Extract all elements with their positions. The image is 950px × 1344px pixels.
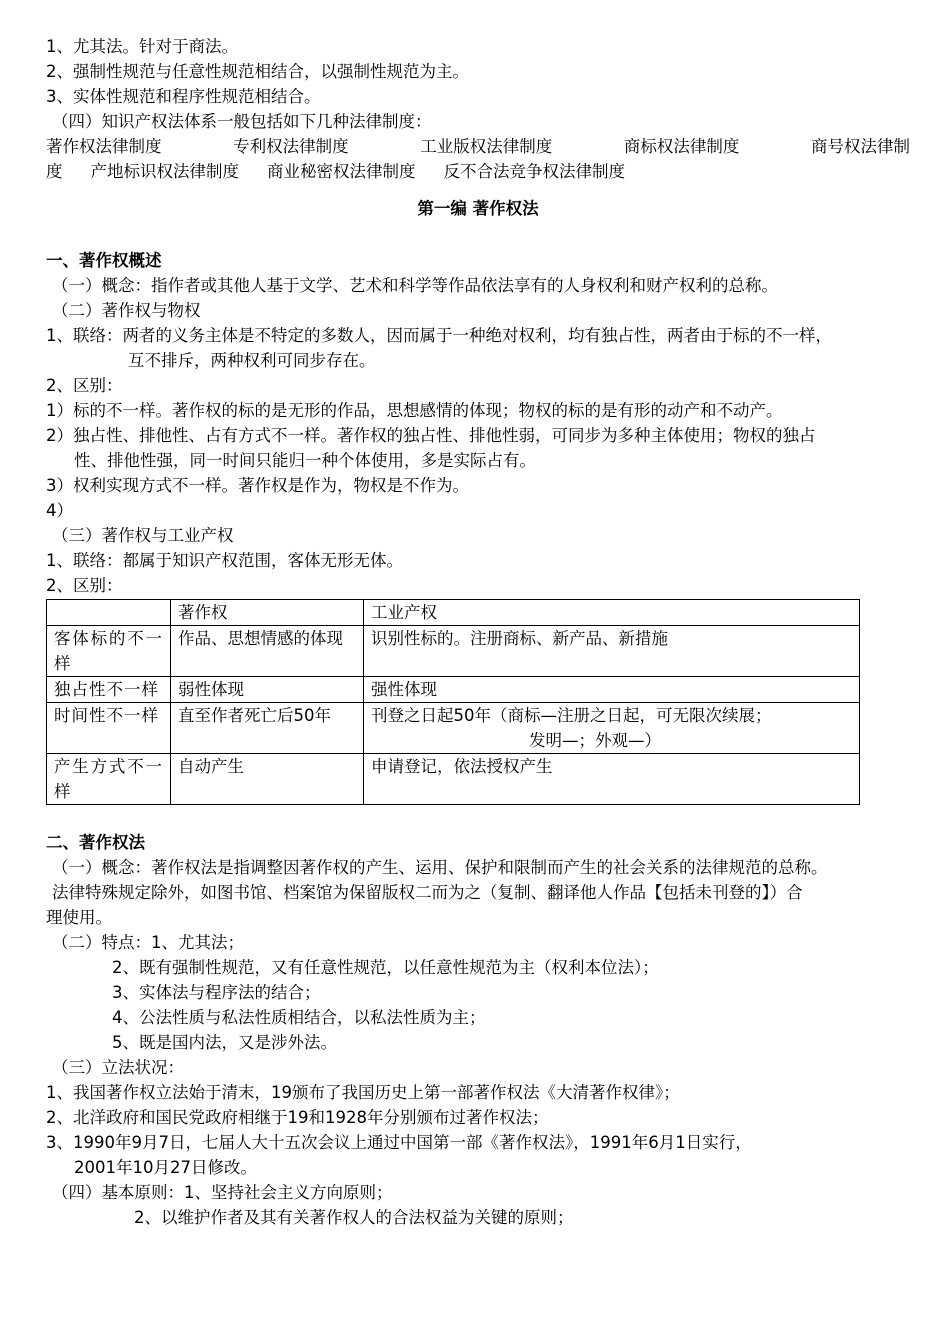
- table-row: [47, 754, 860, 805]
- ch2-heading: 二、著作权法: [46, 833, 145, 852]
- table-cell-multiline: [364, 703, 860, 754]
- table-cell: 强性体现: [364, 677, 860, 703]
- ch1-diff-1: 1）标的不一样。著作权的标的是无形的作品，思想感情的体现；物权的标的是有形的动产和不动产。: [46, 401, 783, 420]
- ch1-diff-2-line2: 性、排他性强，同一时间只能归一种个体使用，多是实际占有。: [74, 451, 536, 470]
- table-header-cell: 工业产权: [364, 600, 860, 626]
- ch1-link-line2: 互不排斥，两种权利可同步存在。: [128, 351, 376, 370]
- law-item: 商标权法律制度: [623, 137, 740, 156]
- table-header-row: [47, 600, 860, 626]
- ch2-fair-use-line1: 法律特殊规定除外，如图书馆、档案馆为保留版权二而为之（复制、翻译他人作品【包括未刊登的】）合: [52, 883, 803, 902]
- table-cell: 申请登记，依法授权产生: [364, 754, 860, 805]
- law-list-row-1: [46, 134, 910, 159]
- intro-item-3: 3、实体性规范和程序性规范相结合。: [46, 87, 321, 106]
- ch1-sub3-link: 1、联络：都属于知识产权范围，客体无形无体。: [46, 551, 403, 570]
- ch2-principles-heading: （四）基本原则：1、坚持社会主义方向原则；: [52, 1183, 393, 1202]
- table-header-cell: [47, 600, 171, 626]
- law-item: 专利权法律制度: [233, 137, 349, 156]
- law-item: 反不合法竞争权法律制度: [443, 162, 625, 181]
- ch1-heading: 一、著作权概述: [46, 251, 162, 270]
- comparison-table: [46, 599, 860, 805]
- ch1-diff-4: 4）: [46, 501, 73, 520]
- law-item: 产地标识权法律制度: [90, 162, 239, 181]
- table-cell-line: 刊登之日起50年（商标—注册之日起，可无限次续展；: [371, 706, 772, 725]
- ch1-link-line1: 1、联络：两者的义务主体是不特定的多数人，因而属于一种绝对权利，均有独占性，两者由于标的不一样，: [46, 326, 832, 345]
- table-cell: 直至作者死亡后50年: [171, 703, 364, 754]
- ch2-legis-3-line1: 3、1990年9月7日，七届人大十五次会议上通过中国第一部《著作权法》，1991年6月1日实行，: [46, 1133, 752, 1152]
- ch1-concept: （一）概念：指作者或其他人基于文学、艺术和科学等作品依法享有的人身权利和财产权利的总称。: [52, 276, 778, 295]
- table-cell: 产生方式不一样: [47, 754, 171, 805]
- ch2-feature-item: 4、公法性质与私法性质相结合，以私法性质为主；: [112, 1008, 486, 1027]
- ch2-features-heading: （二）特点：1、尤其法；: [52, 933, 244, 952]
- table-cell: 自动产生: [171, 754, 364, 805]
- table-cell: 弱性体现: [171, 677, 364, 703]
- ch1-sub3-heading: （三）著作权与工业产权: [52, 526, 234, 545]
- law-list-row-2: [46, 159, 910, 184]
- ch1-diff-3: 3）权利实现方式不一样。著作权是作为，物权是不作为。: [46, 476, 469, 495]
- ch2-concept: （一）概念：著作权法是指调整因著作权的产生、运用、保护和限制而产生的社会关系的法律规范的总称。: [52, 858, 828, 877]
- ch2-legislation-heading: （三）立法状况：: [52, 1058, 184, 1077]
- law-item: 商业秘密权法律制度: [267, 162, 416, 181]
- law-item: 著作权法律制度: [46, 137, 162, 156]
- ch1-diff-label: 2、区别：: [46, 376, 123, 395]
- ch1-sub2-heading: （二）著作权与物权: [52, 301, 201, 320]
- table-cell: 时间性不一样: [47, 703, 171, 754]
- ch2-legis-1: 1、我国著作权立法始于清末，19颁布了我国历史上第一部著作权法《大清著作权律》；: [46, 1083, 680, 1102]
- ch2-feature-item: 2、既有强制性规范，又有任意性规范，以任意性规范为主（权利本位法）；: [112, 958, 659, 977]
- ch2-principle-item: 2、以维护作者及其有关著作权人的合法权益为关键的原则；: [134, 1208, 574, 1227]
- table-cell: 客体标的不一样: [47, 626, 171, 677]
- part-title: 第一编 著作权法: [417, 199, 539, 218]
- table-header-cell: 著作权: [171, 600, 364, 626]
- ch2-feature-item: 5、既是国内法，又是涉外法。: [112, 1033, 337, 1052]
- intro-item-2: 2、强制性规范与任意性规范相结合，以强制性规范为主。: [46, 62, 469, 81]
- section4-heading: （四）知识产权法体系一般包括如下几种法律制度：: [52, 112, 432, 131]
- law-item: 工业版权法律制度: [420, 137, 553, 156]
- table-cell: 作品、思想情感的体现: [171, 626, 364, 677]
- law-item: 度: [46, 162, 63, 181]
- ch2-fair-use-line2: 理使用。: [46, 908, 112, 927]
- table-cell-line: 发明—；外观—）: [529, 731, 661, 750]
- table-row: [47, 626, 860, 677]
- document-page: [46, 34, 910, 1230]
- intro-item-1: 1、尤其法。针对于商法。: [46, 37, 238, 56]
- ch2-feature-item: 3、实体法与程序法的结合；: [112, 983, 321, 1002]
- ch1-sub3-diff: 2、区别：: [46, 576, 123, 595]
- ch2-legis-3-line2: 2001年10月27日修改。: [74, 1158, 257, 1177]
- ch1-diff-2-line1: 2）独占性、排他性、占有方式不一样。著作权的独占性、排他性弱，可同步为多种主体使用；物权的独占: [46, 426, 816, 445]
- table-row: [47, 703, 860, 754]
- law-item: 商号权法律制: [811, 137, 910, 156]
- table-cell: 识别性标的。注册商标、新产品、新措施: [364, 626, 860, 677]
- table-row: [47, 677, 860, 703]
- table-cell: 独占性不一样: [47, 677, 171, 703]
- ch2-legis-2: 2、北洋政府和国民党政府相继于19和1928年分别颁布过著作权法；: [46, 1108, 549, 1127]
